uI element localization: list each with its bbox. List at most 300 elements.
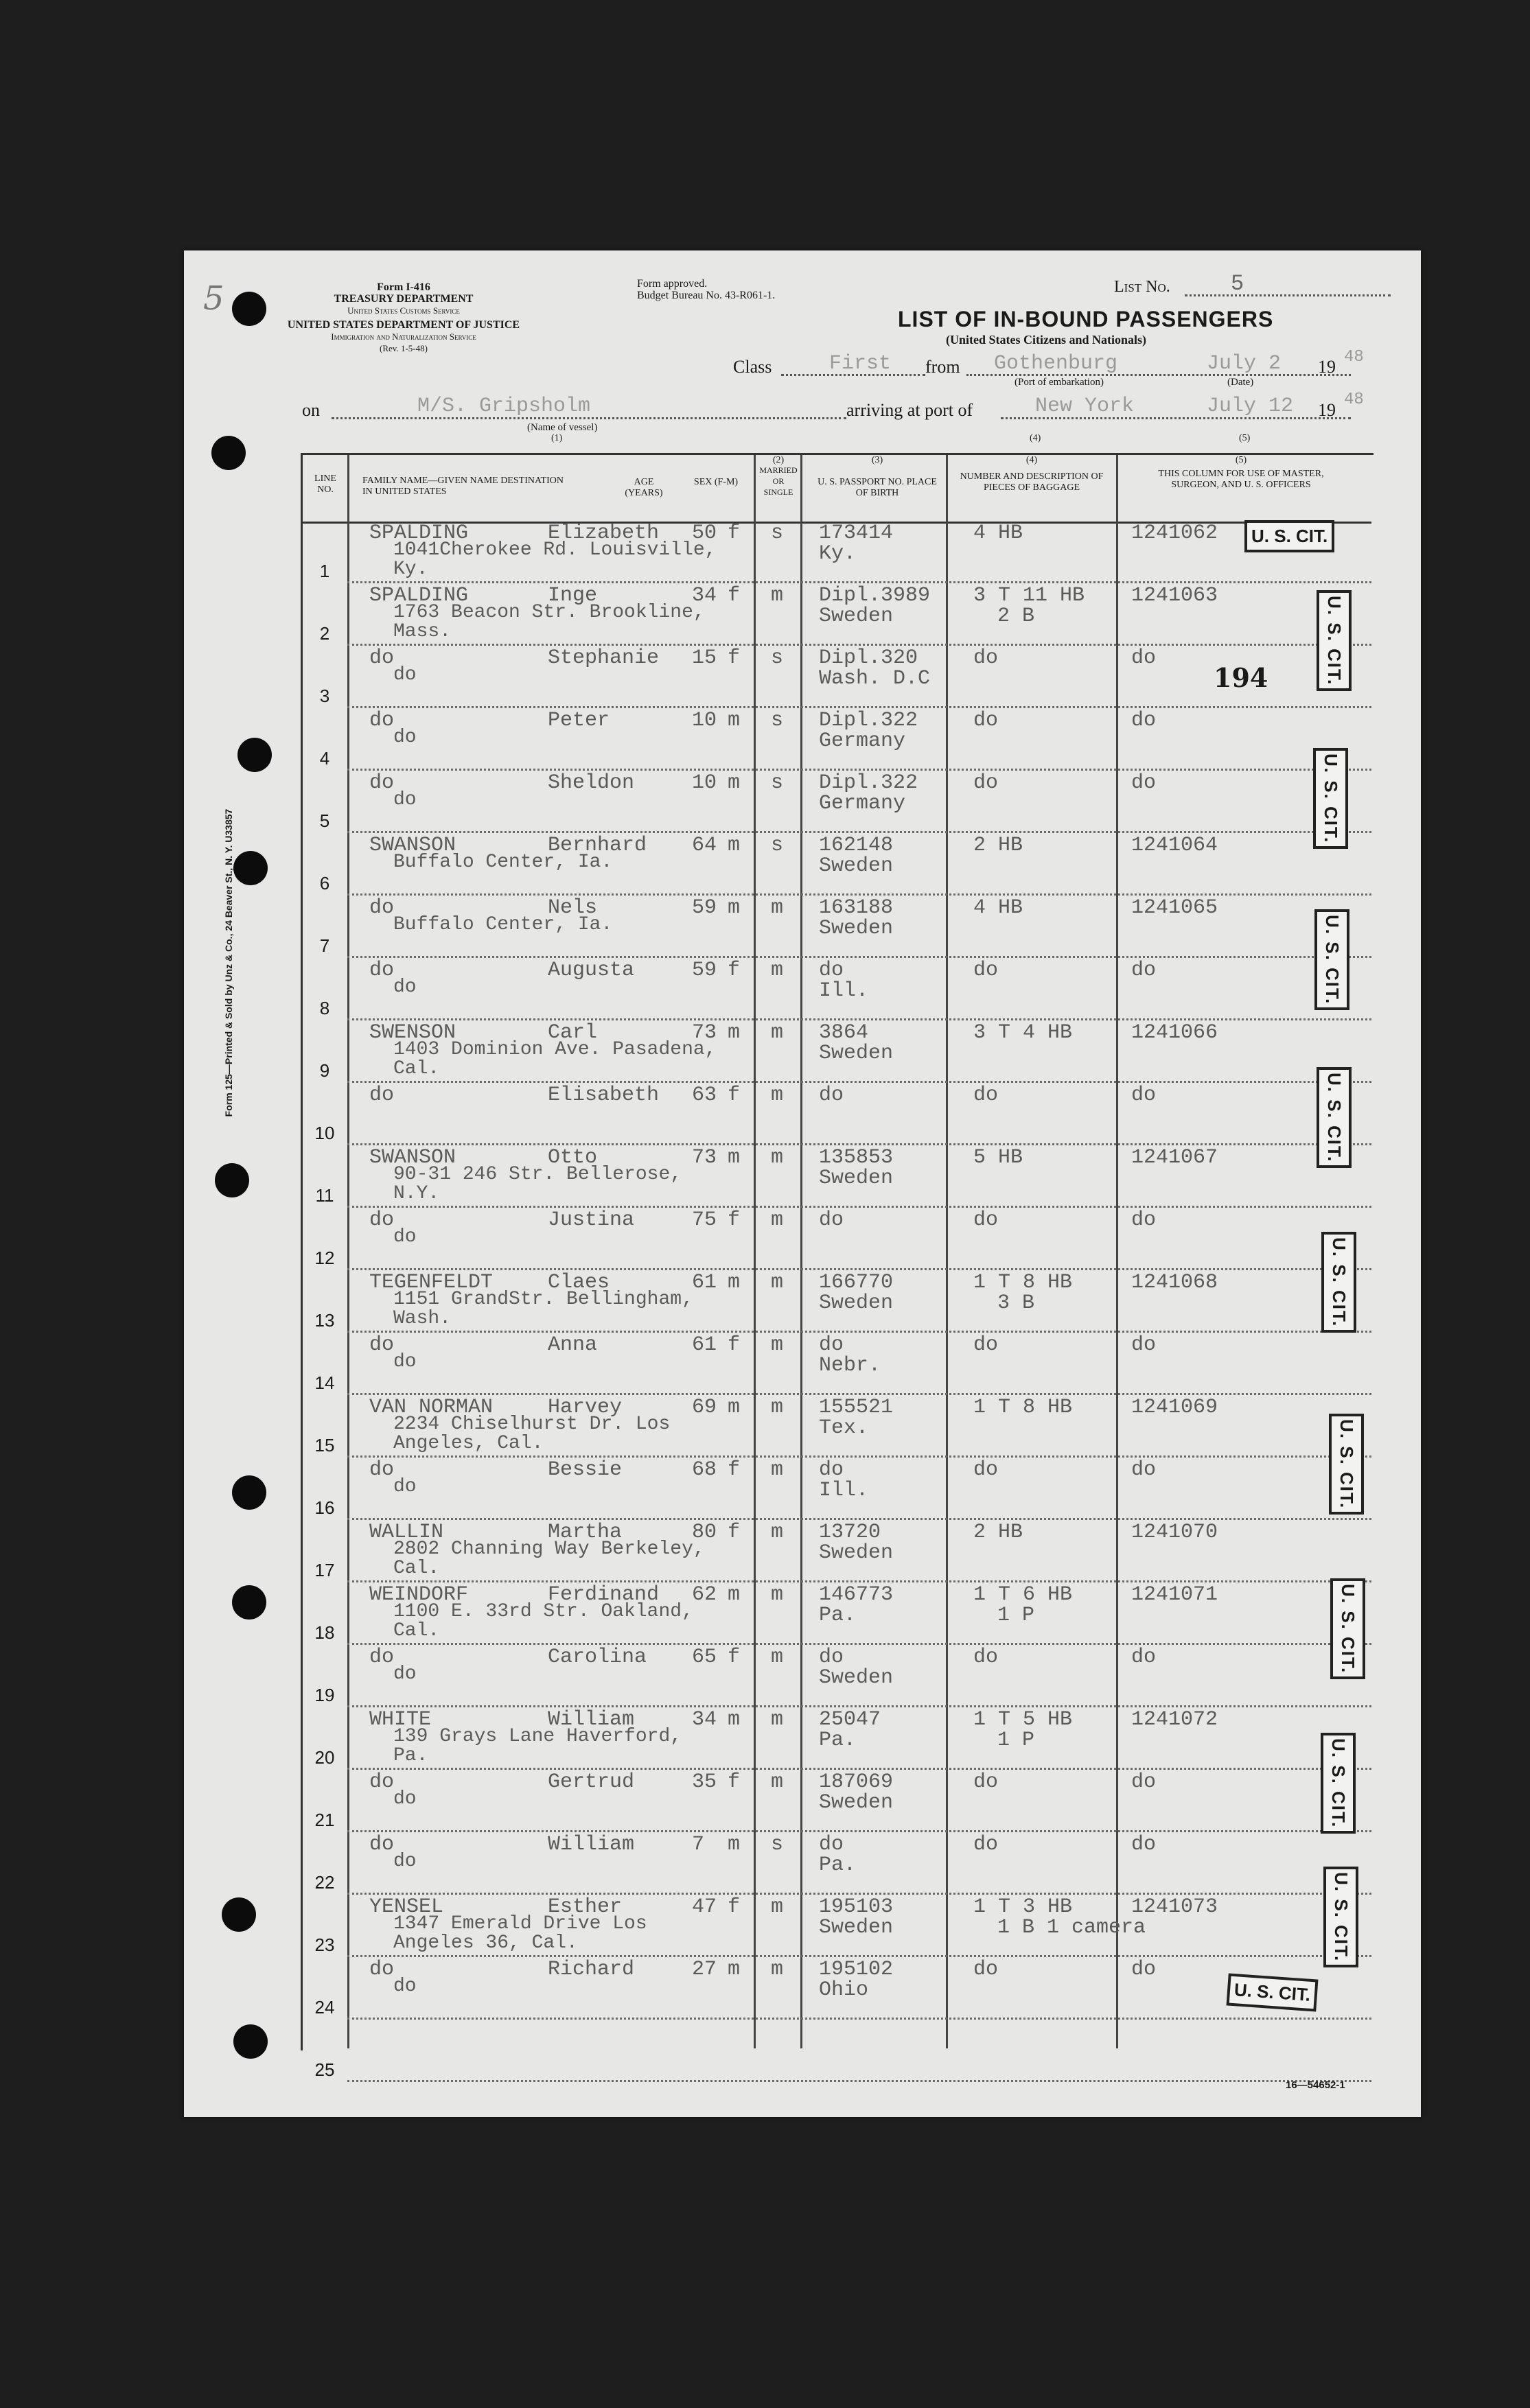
customs-service: United States Customs Service (347, 305, 460, 316)
sex: f (728, 959, 741, 982)
place-of-birth: Sweden (819, 1167, 894, 1190)
col-header-3: (3) (871, 455, 883, 465)
marital-status: s (771, 834, 784, 857)
line-number: 10 (314, 1123, 335, 1143)
line-number: 12 (314, 1248, 335, 1268)
col-header-sex: SEX (F-M) (693, 477, 739, 487)
line-number: 17 (314, 1560, 335, 1580)
family-name: SWENSON (369, 1021, 456, 1044)
arrival-port: New York (1035, 395, 1135, 418)
row-rule (347, 1456, 1371, 1458)
passport-number: 195103 (819, 1895, 894, 1919)
given-name: Esther (548, 1895, 623, 1919)
baggage-extra: 2 B (997, 605, 1035, 628)
destination: 1763 Beacon Str. Brookline, Mass. (393, 602, 705, 642)
page-subtitle: (United States Citizens and Nationals) (946, 333, 1147, 347)
sex: m (728, 834, 741, 857)
us-citizen-stamp: U. S. CIT. (1314, 909, 1349, 1010)
passport-number: Dipl.3989 (819, 584, 931, 607)
given-name: Carolina (548, 1646, 647, 1669)
family-name: SWANSON (369, 834, 456, 857)
embark-port: Gothenburg (994, 352, 1118, 375)
baggage: do (973, 959, 999, 982)
place-of-birth: Ill. (819, 1479, 869, 1502)
age: 27 (692, 1958, 717, 1981)
row-rule (347, 1206, 1371, 1208)
destination: 90-31 246 Str. Bellerose, N.Y. (393, 1164, 682, 1204)
revision: (Rev. 1-5-48) (380, 343, 428, 353)
given-name: Justina (548, 1208, 635, 1232)
line-number: 15 (314, 1435, 335, 1456)
ins-service: Immigration and Naturalization Service (331, 331, 476, 342)
baggage: 3 T 4 HB (973, 1021, 1073, 1044)
age: 61 (692, 1333, 717, 1357)
col-header-age: AGE (YEARS) (625, 477, 663, 498)
place-of-birth: Sweden (819, 1791, 894, 1814)
age: 69 (692, 1396, 717, 1419)
marital-status: s (771, 1833, 784, 1856)
sex: f (728, 522, 741, 545)
row-rule (347, 644, 1371, 646)
handwritten-number: 194 (1214, 662, 1268, 693)
table-row (184, 959, 1421, 1021)
class-value: First (829, 352, 892, 375)
form-number: Form I-416 (377, 281, 430, 293)
officer-record: do (1131, 1333, 1157, 1357)
baggage: 1 T 8 HB (973, 1396, 1073, 1419)
us-citizen-stamp: U. S. CIT. (1321, 1232, 1356, 1333)
marital-status: m (771, 1333, 784, 1357)
us-citizen-stamp: U. S. CIT. (1244, 520, 1334, 552)
passport-number: do (819, 959, 844, 982)
marital-status: s (771, 771, 784, 795)
passport-number: 13720 (819, 1521, 881, 1544)
marital-status: m (771, 1770, 784, 1794)
family-name: do (369, 1084, 395, 1107)
row-rule (347, 831, 1371, 833)
table-row (184, 834, 1421, 896)
age: 59 (692, 959, 717, 982)
destination: do (393, 1351, 417, 1372)
line-number: 20 (314, 1747, 335, 1768)
marital-status: m (771, 1271, 784, 1294)
age: 63 (692, 1084, 717, 1107)
sex: f (728, 646, 741, 670)
age: 59 (692, 896, 717, 920)
col-header-name: FAMILY NAME—GIVEN NAME DESTINATION IN UNITED STATES (362, 476, 564, 497)
page-title: LIST OF IN-BOUND PASSENGERS (898, 307, 1274, 331)
row-rule (347, 956, 1371, 958)
sex: f (728, 1458, 741, 1482)
treasury-dept: TREASURY DEPARTMENT (334, 293, 474, 305)
given-name: Peter (548, 709, 610, 732)
table-row (184, 522, 1421, 584)
family-name: SWANSON (369, 1146, 456, 1169)
family-name: do (369, 646, 395, 670)
sex: m (728, 771, 741, 795)
destination: do (393, 977, 417, 998)
line-number: 4 (319, 748, 330, 769)
family-name: WEINDORF (369, 1583, 469, 1606)
row-rule (347, 581, 1371, 583)
officer-record: 1241067 (1131, 1146, 1218, 1169)
line-number: 19 (314, 1685, 335, 1705)
marital-status: m (771, 1146, 784, 1169)
justice-dept: UNITED STATES DEPARTMENT OF JUSTICE (287, 319, 520, 331)
year-1: 48 (1344, 348, 1364, 366)
row-rule (347, 1331, 1371, 1333)
passport-number: do (819, 1833, 844, 1856)
sex: f (728, 1895, 741, 1919)
baggage-extra: 1 B 1 camera (997, 1916, 1146, 1939)
family-name: do (369, 1833, 395, 1856)
col-header-baggage: NUMBER AND DESCRIPTION OF PIECES OF BAGGAGE (960, 471, 1104, 493)
table-row (184, 1458, 1421, 1521)
age: 15 (692, 646, 717, 670)
place-of-birth: Sweden (819, 854, 894, 878)
age: 62 (692, 1583, 717, 1606)
baggage: do (973, 1208, 999, 1232)
officer-record: do (1131, 1458, 1157, 1482)
family-name: TEGENFELDT (369, 1271, 494, 1294)
row-rule (347, 1705, 1371, 1707)
destination: 1100 E. 33rd Str. Oakland, Cal. (393, 1601, 693, 1641)
sex: m (728, 1021, 741, 1044)
place-of-birth: Sweden (819, 1666, 894, 1690)
marital-status: m (771, 959, 784, 982)
baggage: do (973, 1084, 999, 1107)
col-header-4: (4) (1025, 455, 1038, 465)
place-of-birth: Germany (819, 792, 906, 815)
given-name: Carl (548, 1021, 598, 1044)
passport-number: 162148 (819, 834, 894, 857)
place-of-birth: Nebr. (819, 1354, 881, 1377)
row-rule (347, 1268, 1371, 1270)
baggage: do (973, 709, 999, 732)
line-number: 1 (319, 561, 330, 581)
age: 64 (692, 834, 717, 857)
baggage-extra: 3 B (997, 1291, 1035, 1315)
marital-status: m (771, 1458, 784, 1482)
destination: do (393, 1226, 417, 1248)
row-rule (347, 1518, 1371, 1520)
col-header-2: (2) (772, 455, 785, 465)
baggage-extra: 1 P (997, 1729, 1035, 1752)
given-name: Bernhard (548, 834, 647, 857)
family-name: do (369, 1458, 395, 1482)
passport-number: do (819, 1333, 844, 1357)
form-block (287, 281, 520, 354)
row-rule (347, 1143, 1371, 1145)
sex: m (728, 1583, 741, 1606)
baggage: 1 T 3 HB (973, 1895, 1073, 1919)
family-name: YENSEL (369, 1895, 444, 1919)
officer-record: do (1131, 1646, 1157, 1669)
place-of-birth: Wash. D.C (819, 667, 931, 690)
sex: m (728, 896, 741, 920)
given-name: Anna (548, 1333, 598, 1357)
given-name: Nels (548, 896, 598, 920)
marital-status: m (771, 584, 784, 607)
baggage: do (973, 1833, 999, 1856)
officer-record: do (1131, 646, 1157, 670)
list-number-line (1185, 294, 1391, 296)
passport-number: 3864 (819, 1021, 869, 1044)
row-rule (347, 769, 1371, 771)
port-embark-caption: (Port of embarkation) (1015, 377, 1104, 388)
officer-record: 1241066 (1131, 1021, 1218, 1044)
given-name: William (548, 1833, 635, 1856)
place-of-birth: Pa. (819, 1854, 857, 1877)
destination: 1347 Emerald Drive Los Angeles 36, Cal. (393, 1913, 647, 1954)
age: 47 (692, 1895, 717, 1919)
sex: m (728, 1146, 741, 1169)
line-number: 8 (319, 998, 330, 1018)
place-of-birth: Ky. (819, 542, 857, 565)
marital-status: m (771, 1958, 784, 1981)
marital-status: m (771, 1021, 784, 1044)
line-number: 7 (319, 935, 330, 956)
destination: 139 Grays Lane Haverford, Pa. (393, 1726, 682, 1766)
destination: 1151 GrandStr. Bellingham, Wash. (393, 1289, 693, 1329)
family-name: do (369, 959, 395, 982)
destination: Buffalo Center, Ia. (393, 914, 613, 935)
col-header-married: MARRIED OR SINGLE (759, 465, 798, 497)
family-name: SPALDING (369, 522, 469, 545)
officer-record: 1241069 (1131, 1396, 1218, 1419)
baggage: 1 T 8 HB (973, 1271, 1073, 1294)
sex: m (728, 1271, 741, 1294)
place-of-birth: Ill. (819, 979, 869, 1003)
given-name: William (548, 1708, 635, 1731)
budget-bureau: Budget Bureau No. 43-R061-1. (637, 290, 776, 301)
passport-number: do (819, 1208, 844, 1232)
given-name: Otto (548, 1146, 598, 1169)
officer-record: do (1131, 1084, 1157, 1107)
destination: do (393, 1476, 417, 1497)
passport-number: Dipl.322 (819, 709, 918, 732)
col-header-officers: THIS COLUMN FOR USE OF MASTER, SURGEON, AND U. S. OFFICERS (1158, 469, 1324, 490)
line-number: 21 (314, 1810, 335, 1830)
place-of-birth: Sweden (819, 917, 894, 940)
line-number: 23 (314, 1934, 335, 1955)
vessel-caption: (Name of vessel) (527, 422, 598, 433)
baggage: do (973, 1458, 999, 1482)
destination: do (393, 664, 417, 686)
table-row (184, 1833, 1421, 1895)
given-name: Sheldon (548, 771, 635, 795)
destination: 2802 Channing Way Berkeley, Cal. (393, 1539, 705, 1579)
line-number: 25 (314, 2059, 335, 2080)
table-row (184, 771, 1421, 834)
marital-status: s (771, 646, 784, 670)
given-name: Bessie (548, 1458, 623, 1482)
line-number: 6 (319, 873, 330, 893)
family-name: do (369, 1646, 395, 1669)
officer-record: 1241063 (1131, 584, 1218, 607)
table-row (184, 1583, 1421, 1646)
margin-note: 5 (203, 279, 224, 318)
family-name: do (369, 1958, 395, 1981)
row-rule (347, 1081, 1371, 1083)
baggage: do (973, 1770, 999, 1794)
sex: m (728, 1833, 741, 1856)
destination: do (393, 1788, 417, 1810)
given-name: Ferdinand (548, 1583, 660, 1606)
baggage: do (973, 1646, 999, 1669)
destination: do (393, 1851, 417, 1872)
arrival-date: July 12 (1207, 395, 1294, 418)
family-name: do (369, 771, 395, 795)
age: 10 (692, 771, 717, 795)
officer-record: do (1131, 709, 1157, 732)
us-citizen-stamp: U. S. CIT. (1317, 1067, 1352, 1168)
baggage: do (973, 771, 999, 795)
age: 80 (692, 1521, 717, 1544)
line-number: 24 (314, 1997, 335, 2018)
given-name: Gertrud (548, 1770, 635, 1794)
col-header-5: (5) (1235, 455, 1247, 465)
age: 73 (692, 1021, 717, 1044)
family-name: do (369, 709, 395, 732)
passport-number: Dipl.322 (819, 771, 918, 795)
given-name: Claes (548, 1271, 610, 1294)
baggage: 5 HB (973, 1146, 1023, 1169)
destination: do (393, 1976, 417, 1997)
given-name: Inge (548, 584, 598, 607)
given-name: Stephanie (548, 646, 660, 670)
family-name: do (369, 896, 395, 920)
row-rule (347, 1955, 1371, 1957)
vessel-caption-number: (1) (551, 433, 563, 443)
given-name: Elizabeth (548, 522, 660, 545)
officer-record: 1241064 (1131, 834, 1218, 857)
list-number: 5 (1231, 271, 1244, 296)
officer-record: do (1131, 1833, 1157, 1856)
place-of-birth: Pa. (819, 1729, 857, 1752)
given-name: Martha (548, 1521, 623, 1544)
destination: do (393, 1663, 417, 1685)
baggage: do (973, 1958, 999, 1981)
line-number: 9 (319, 1060, 330, 1081)
baggage: do (973, 1333, 999, 1357)
arriving-label: arriving at port of (846, 400, 973, 420)
table-row (184, 1396, 1421, 1458)
place-of-birth: Ohio (819, 1978, 869, 2002)
table-row (184, 1271, 1421, 1333)
passport-number: 155521 (819, 1396, 894, 1419)
on-label: on (302, 400, 320, 420)
officer-record: do (1131, 771, 1157, 795)
place-of-birth: Sweden (819, 1916, 894, 1939)
marital-status: m (771, 1396, 784, 1419)
embark-date: July 2 (1207, 352, 1282, 375)
line-number: 18 (314, 1622, 335, 1643)
family-name: WALLIN (369, 1521, 444, 1544)
passport-number: do (819, 1084, 844, 1107)
table-row (184, 1521, 1421, 1583)
given-name: Harvey (548, 1396, 623, 1419)
age: 7 (692, 1833, 705, 1856)
officer-record: do (1131, 1208, 1157, 1232)
passport-number: 187069 (819, 1770, 894, 1794)
table-row (184, 1895, 1421, 1958)
sex: m (728, 1396, 741, 1419)
row-rule (347, 2018, 1371, 2020)
us-citizen-stamp: U. S. CIT. (1323, 1867, 1358, 1967)
place-of-birth: Germany (819, 729, 906, 753)
baggage: 3 T 11 HB (973, 584, 1085, 607)
baggage: 2 HB (973, 834, 1023, 857)
us-citizen-stamp: U. S. CIT. (1330, 1578, 1365, 1679)
officer-record: 1241062 (1131, 522, 1218, 545)
officer-record: do (1131, 959, 1157, 982)
age: 65 (692, 1646, 717, 1669)
year-prefix-2: 19 (1318, 400, 1336, 420)
class-label: Class (733, 357, 772, 377)
officer-record: 1241073 (1131, 1895, 1218, 1919)
place-of-birth: Sweden (819, 605, 894, 628)
line-number: 16 (314, 1497, 335, 1518)
destination: 1403 Dominion Ave. Pasadena, Cal. (393, 1039, 717, 1079)
line-number: 22 (314, 1872, 335, 1893)
table-row (184, 1708, 1421, 1770)
caption-4: (4) (1030, 433, 1041, 443)
table-row (184, 1084, 1421, 1146)
baggage: 2 HB (973, 1521, 1023, 1544)
passport-number: 173414 (819, 522, 894, 545)
row-rule (347, 1768, 1371, 1770)
age: 68 (692, 1458, 717, 1482)
marital-status: m (771, 1895, 784, 1919)
baggage: 4 HB (973, 522, 1023, 545)
baggage-extra: 1 P (997, 1604, 1035, 1627)
row-rule (347, 2080, 1371, 2082)
family-name: SPALDING (369, 584, 469, 607)
passport-number: 146773 (819, 1583, 894, 1606)
sex: f (728, 1770, 741, 1794)
row-rule (347, 1018, 1371, 1020)
from-label: from (925, 357, 960, 377)
sex: m (728, 1958, 741, 1981)
us-citizen-stamp: U. S. CIT. (1329, 1414, 1364, 1515)
us-citizen-stamp: U. S. CIT. (1321, 1733, 1356, 1834)
marital-status: m (771, 1521, 784, 1544)
baggage: 4 HB (973, 896, 1023, 920)
officer-record: 1241070 (1131, 1521, 1218, 1544)
age: 50 (692, 522, 717, 545)
age: 34 (692, 584, 717, 607)
line-number: 13 (314, 1310, 335, 1331)
destination: do (393, 789, 417, 810)
officer-record: 1241071 (1131, 1583, 1218, 1606)
line-number: 5 (319, 810, 330, 831)
age: 73 (692, 1146, 717, 1169)
passenger-list-sheet (184, 250, 1421, 2117)
passport-number: 135853 (819, 1146, 894, 1169)
officer-record: do (1131, 1770, 1157, 1794)
printer-imprint: Form 125—Printed & Sold by Unz & Co., 24 Beaver St., N. Y. U33857 (223, 808, 234, 1117)
sex: m (728, 1708, 741, 1731)
us-citizen-stamp: U. S. CIT. (1313, 748, 1348, 849)
age: 10 (692, 709, 717, 732)
year-2: 48 (1344, 390, 1364, 409)
place-of-birth: Sweden (819, 1541, 894, 1565)
table-row (184, 896, 1421, 959)
passport-number: Dipl.320 (819, 646, 918, 670)
sex: f (728, 584, 741, 607)
line-number: 14 (314, 1372, 335, 1393)
